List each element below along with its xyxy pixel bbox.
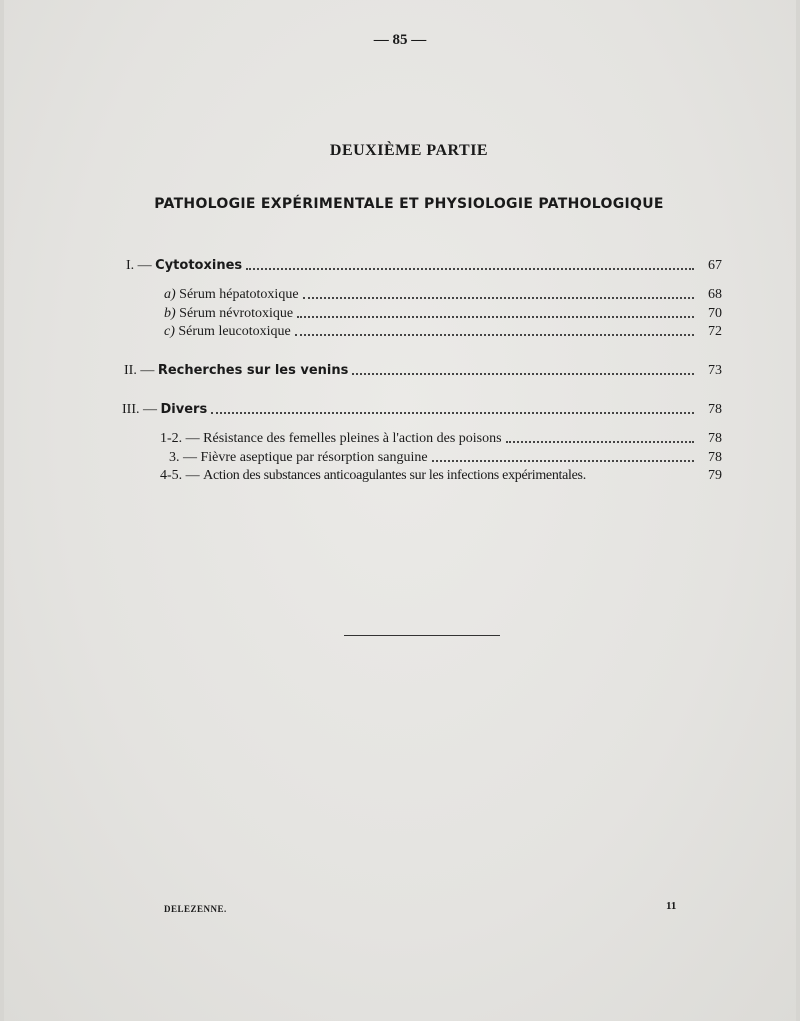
toc-leader-dots xyxy=(303,297,694,299)
toc-entry-label: Sérum hépatotoxique xyxy=(179,287,299,302)
toc-leader-dots xyxy=(211,412,694,414)
toc-entry-page: 67 xyxy=(708,258,722,273)
table-of-contents xyxy=(4,0,796,1021)
toc-entry-action-substances xyxy=(160,468,722,484)
toc-entry-label: Sérum névrotoxique xyxy=(179,306,294,321)
toc-entry-label: Fièvre aseptique par résorption sanguine xyxy=(200,450,428,465)
toc-entry-page: 78 xyxy=(708,402,722,417)
toc-entry-page: 68 xyxy=(708,287,722,302)
toc-leader-dots xyxy=(352,373,694,375)
toc-leader-dots xyxy=(295,334,694,336)
toc-entry-label: Action des substances anticoagulantes sur les infections expérimentales. xyxy=(203,468,586,483)
toc-entry-page: 78 xyxy=(708,431,722,446)
toc-entry-label: Résistance des femelles pleines à l'action des poisons xyxy=(203,431,502,446)
toc-leader-dots xyxy=(432,460,694,462)
footer-signature: 11 xyxy=(666,900,677,912)
toc-entry-cytotoxines xyxy=(126,258,722,274)
toc-entry-number: 4-5. — xyxy=(160,468,200,483)
toc-entry-label: Divers xyxy=(160,402,208,417)
toc-leader-dots xyxy=(297,316,694,318)
toc-leader-dots xyxy=(246,268,694,270)
toc-entry-label: Recherches sur les venins xyxy=(157,363,349,378)
toc-entry-page: 73 xyxy=(708,363,722,378)
toc-entry-page: 72 xyxy=(708,324,722,339)
toc-entry-fievre-aseptique xyxy=(169,450,722,466)
toc-entry-serum-hepatotoxique xyxy=(164,287,722,303)
toc-entry-serum-nevrotoxique xyxy=(164,306,722,322)
toc-entry-recherches-venins xyxy=(124,363,722,379)
toc-entry-divers xyxy=(122,402,722,418)
toc-entry-number: 1-2. — xyxy=(160,431,200,446)
toc-leader-dots xyxy=(506,441,694,443)
page-number: — 85 — xyxy=(373,32,427,48)
toc-entry-number: a) xyxy=(164,287,176,302)
section-title: PATHOLOGIE EXPÉRIMENTALE ET PHYSIOLOGIE PATHOLOGIQUE xyxy=(154,196,664,212)
toc-entry-number: II. — xyxy=(124,363,155,378)
footer-author: DELEZENNE. xyxy=(164,904,227,914)
toc-entry-resistance-femelles xyxy=(160,431,722,447)
toc-entry-number: I. — xyxy=(126,258,152,273)
part-title: DEUXIÈME PARTIE xyxy=(329,142,489,159)
toc-entry-number: b) xyxy=(164,306,176,321)
toc-entry-label: Sérum leucotoxique xyxy=(178,324,291,339)
toc-entry-serum-leucotoxique xyxy=(164,324,722,340)
toc-entry-page: 79 xyxy=(708,468,722,483)
toc-entry-number: 3. — xyxy=(169,450,197,465)
document-page xyxy=(4,0,796,1021)
toc-entry-number: III. — xyxy=(122,402,157,417)
horizontal-rule xyxy=(344,635,500,636)
toc-entry-page: 70 xyxy=(708,306,722,321)
toc-entry-page: 78 xyxy=(708,450,722,465)
toc-entry-label: Cytotoxines xyxy=(155,258,243,273)
toc-entry-number: c) xyxy=(164,324,175,339)
